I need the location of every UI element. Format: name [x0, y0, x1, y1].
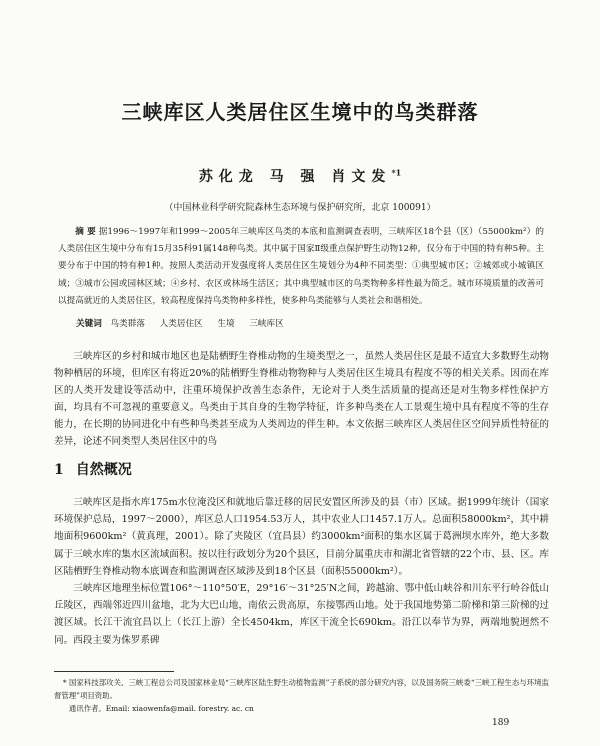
- page-number: 189: [492, 718, 510, 728]
- keyword-item: 人类居住区: [159, 319, 203, 329]
- paper-title: 三峡库区人类居住区生境中的鸟类群落: [121, 100, 479, 124]
- footnotes: [54, 676, 549, 715]
- intro-paragraph: 三峡库区的乡村和城市地区也是陆栖野生脊椎动物的生境类型之一，虽然人类居住区是最不适宜大多数野生动物物种栖居的环境，但库区有将近20%的陆栖野生脊椎动物物种与人类居住区生境具有程度不等的相关关系。因而在库区的人类开发建设等活动中，注重环境保护改善生态条件，无论对于人类生活质量的提高还是对生物多样性保护方面，均具有不可忽视的重要意义。鸟类由于其自身的生物学特征，许多种鸟类在人工景观生境中具有程度不等的生存能力，在长期的协同进化中有些种鸟类甚至成为人类周边的伴生种。本文依据三峡库区人类居住区空间异质性特征的差异，论述不同类型人类居住区中的鸟: [54, 351, 549, 447]
- abstract: [58, 224, 544, 310]
- abstract-text: 据1996～1997年和1999～2005年三峡库区鸟类的本底和监测调查表明，三峡库区18个县（区）（55000km²）的人类居住区生境中分布有15月35科91属148种鸟类。其中属于国家Ⅱ级重点保护野生动物12种，仅分布于中国的特有种5种。主要分布于中国的特有种1种。按照人类活动开发强度将人类居住区生境划分为4种不同类型：①典型城市区；②城郊或小城镇区域；③城市公园或园林区域；④乡村、农区或林场生活区；其中典型城市区的鸟类物种多样性最为简乏。城市环境质量的改善可以提高就近的人类居住区，较高程度保持鸟类物种多样性，使多种鸟类能够与人类社会和谐相处。: [58, 227, 544, 306]
- section-heading: [54, 459, 132, 479]
- footnote-funding: * 国家科技部攻关、三峡工程总公司及国家林业局“三峡库区陆生野生动植物监测”子系统的部分研究内容，以及国务院三峡委“三峡工程生态与环境监督管理”项目资助。: [54, 678, 549, 700]
- section-body: [54, 494, 549, 649]
- keyword-item: 鸟类群落: [110, 319, 145, 329]
- body-paragraph: 三峡库区是指水库175m水位淹没区和就地后靠迁移的居民安置区所涉及的县（市）区域。据1999年统计（国家环境保护总局，1997～2000），库区总人口1954.53万人，其中农业人口1457.1万人。总面积58000km²，其中耕地面积9600km²（黄真理，2001）。除了夹陵区（宜昌县）约3000km²面积的集水区属于葛洲坝水库外，绝大多数属于三峡水库的集水区流域面积。按以往行政划分为20个县区，目前分属重庆市和湖北省管辖的22个市、县、区。库区陆栖野生脊椎动物本底调查和监测调查区域涉及到18个区县（面积55000km²）。: [54, 497, 549, 577]
- section-title: 自然概况: [75, 462, 132, 478]
- abstract-label: 摘 要: [75, 227, 96, 237]
- author-names: 苏化龙 马 强 肖文发: [198, 169, 392, 185]
- body-paragraph: 三峡库区地理坐标位置106°～110°50′E，29°16′～31°25′N之间，跨越渝、鄂中低山峡谷和川东平行岭谷低山丘陵区，西端邻近四川盆地，北为大巴山地，南依云贵高原，东接鄂西山地。处于我国地势第二阶梯和第三阶梯的过渡区域。长江干流宜昌以上（长江上游）全长4504km，库区干流全长690km。沿江以奉节为界，两端地貌迥然不同。西段主要为侏罗系碑: [54, 583, 549, 646]
- author-line: [0, 166, 600, 186]
- keywords-label: 关键词: [76, 319, 102, 329]
- author-mark: *1: [391, 167, 402, 178]
- section-number: 1: [54, 462, 64, 478]
- keyword-item: 生境: [217, 319, 235, 329]
- keywords: [76, 316, 544, 333]
- keyword-item: 三峡库区: [249, 319, 284, 329]
- affiliation: （中国林业科学研究院森林生态环境与保护研究所，北京 100091）: [164, 203, 436, 213]
- footnote-contact: 通讯作者。Email: xiaowenfa@mail. forestry. ac. cn: [68, 704, 254, 713]
- footnote-divider: [54, 671, 174, 672]
